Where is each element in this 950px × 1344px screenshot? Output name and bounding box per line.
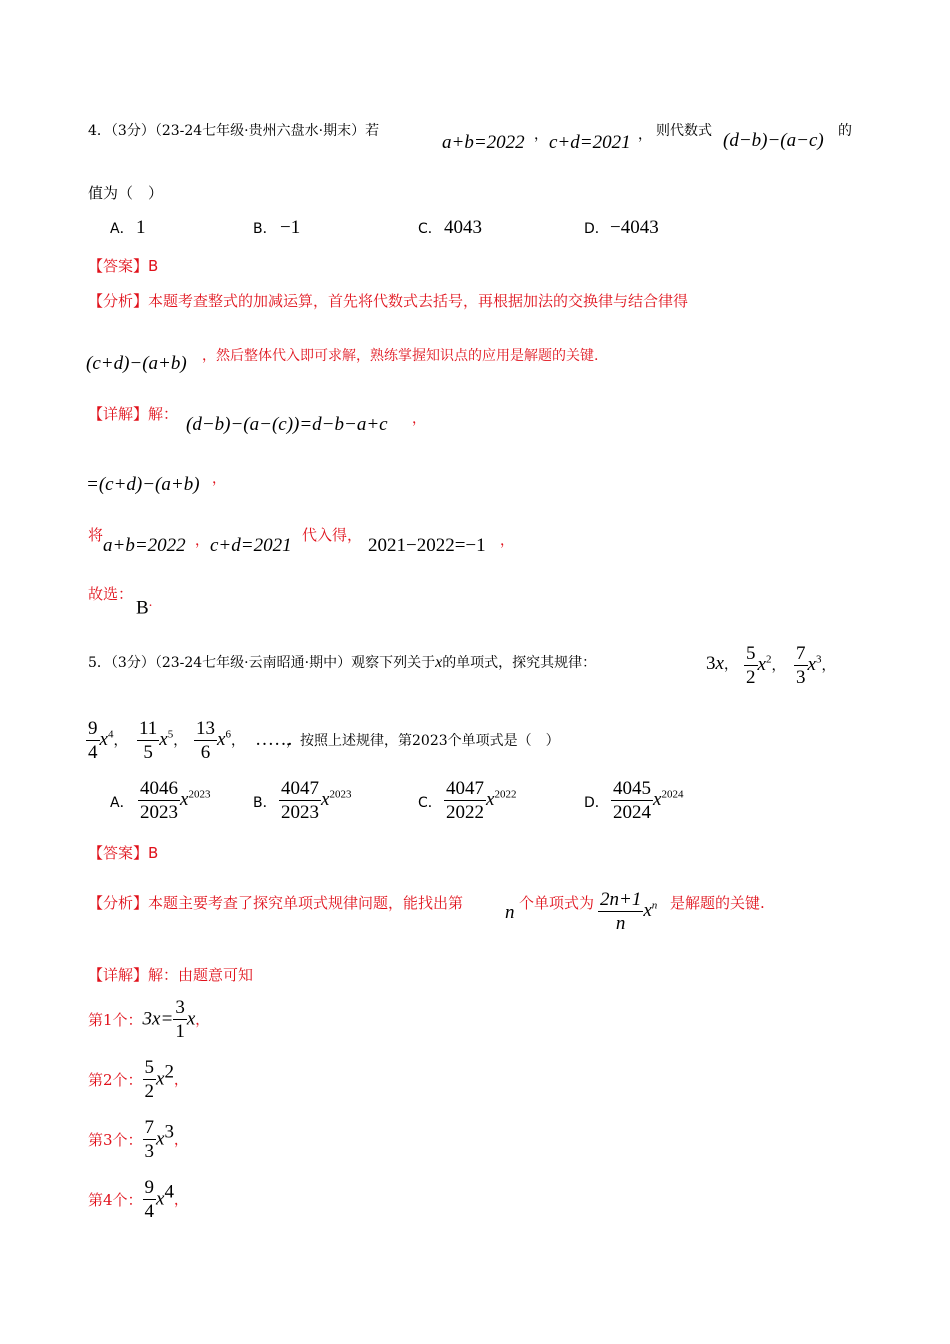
answer-letter: B (148, 257, 159, 275)
q5-option-b-letter: B． (253, 795, 277, 811)
row-end: ， (173, 1192, 188, 1209)
term-den: 4 (88, 742, 98, 763)
q5-term-5: $\frac{11}{5}$ $x^5$， (139, 718, 188, 763)
q5-row-2: 第2个： $\frac{5}{2}$ $x^2$， (88, 1057, 188, 1102)
option-den: 2023 (281, 802, 319, 823)
row-label: 第3个： (88, 1131, 143, 1149)
analysis-tag: 【分析】 (88, 894, 149, 912)
row-lhs: 3x= (142, 1008, 174, 1030)
q4-detail (88, 403, 178, 424)
detail-tag: 【详解】 (88, 405, 149, 423)
option-den: 2024 (613, 802, 651, 823)
q4-expression: (d−b)−(a−c) (723, 130, 824, 151)
q4-question-end: 值为（ ） (88, 184, 164, 202)
term-num: 11 (139, 718, 158, 739)
q4-analysis-expression: (c+d)−(a+b) (86, 353, 187, 374)
q5-option-d-letter: D． (584, 795, 609, 811)
q4-option-c-value: 4043 (444, 217, 482, 238)
q4-condition-1: a+b=2022 (442, 132, 525, 153)
row-end: ， (195, 1012, 210, 1029)
term-den: 6 (200, 742, 211, 763)
q5-ask: ，按照上述规律，第2023个单项式是（ ） (286, 733, 560, 749)
q5-term-4: $\frac{9}{4}$ $x^4$， (88, 718, 128, 763)
q5-row-4: 第4个： $\frac{9}{4}$ $x^4$， (88, 1177, 188, 1222)
q4-analysis (88, 290, 688, 311)
q4-comma-1: ， (534, 127, 548, 143)
q4-sub-end: ， (500, 533, 514, 549)
q4-sub-result: 2021−2022=−1 (368, 535, 486, 556)
row-num: 7 (144, 1117, 155, 1138)
q5-term-3: $\frac{7}{3}$ $x^3$， (796, 643, 836, 688)
analysis-tag: 【分析】 (88, 292, 149, 310)
term-exp: 2 (765, 653, 772, 666)
term-exp: 6 (225, 728, 231, 741)
q5-option-b-value: $\frac{4047}{2023}$ $x^{2023}$ (281, 778, 352, 823)
term-den: 2 (746, 667, 756, 688)
q4-sub-prefix: 将 (88, 526, 104, 544)
option-exp: 2023 (329, 788, 352, 801)
option-num: 4045 (613, 778, 651, 799)
answer-tag: 【答案】 (88, 257, 149, 275)
term-den: 3 (796, 667, 806, 688)
row-exp: 2 (164, 1061, 174, 1083)
pick-letter: B (136, 597, 149, 619)
q5-stem-text-2: 的单项式，探究其规律： (442, 655, 597, 671)
detail-text: 解：由题意可知 (148, 966, 254, 984)
term-num: 9 (88, 718, 98, 739)
q5-analysis-mid: 个单项式为 (519, 894, 595, 912)
row-den: 3 (144, 1141, 155, 1162)
row-exp: 3 (164, 1121, 174, 1143)
term-num: 7 (796, 643, 806, 664)
q4-pick (136, 595, 152, 619)
option-exp: 2024 (661, 788, 684, 801)
row-end: ， (173, 1132, 188, 1149)
q5-option-c-letter: C． (418, 795, 442, 811)
q4-condition-2: c+d=2021 (549, 132, 631, 153)
option-den: 2022 (446, 802, 484, 823)
formula-den: n (615, 913, 626, 934)
q5-stem (88, 652, 596, 672)
q4-option-d-letter: D． (584, 221, 609, 237)
q4-stem: 4．（3分）（23-24七年级·贵州六盘水·期末）若 (88, 123, 380, 139)
q4-sub-middle: 代入得， (302, 526, 363, 544)
answer-letter: B (148, 844, 159, 862)
pick-end: . (148, 595, 153, 610)
term-coef: 3 (706, 653, 716, 674)
row-num: 5 (144, 1057, 155, 1078)
q5-row-3: 第3个： $\frac{7}{3}$ $x^3$， (88, 1117, 188, 1162)
term-exp: 3 (815, 653, 822, 666)
q5-option-d-value: $\frac{4045}{2024}$ $x^{2024}$ (613, 778, 684, 823)
q5-option-a-letter: A． (110, 795, 134, 811)
q4-option-a-letter: A． (110, 221, 134, 237)
detail-tag: 【详解】 (88, 966, 149, 984)
row-den: 4 (144, 1201, 155, 1222)
q5-analysis-n: n (505, 902, 515, 923)
q4-comma-2: ， (638, 127, 652, 143)
q4-ask-prefix: 则代数式 (656, 123, 712, 139)
q4-option-d-value: −4043 (610, 217, 659, 238)
q5-analysis-formula: $\frac{2n+1}{n}$ $x^n$ (600, 889, 658, 934)
option-exp: 2023 (188, 788, 211, 801)
row-den: 1 (175, 1021, 185, 1042)
analysis-text: 本题考查整式的加减运算，首先将代数式去括号，再根据加法的交换律与结合律得 (148, 292, 689, 310)
detail-label: 解： (148, 405, 179, 423)
q5-option-a-value: $\frac{4046}{2023}$ $x^{2023}$ (140, 778, 211, 823)
q5-term-6: $\frac{13}{6}$ $x^6$， (196, 718, 245, 763)
q4-ask-suffix: 的 (838, 123, 852, 139)
q4-step-1-comma: ， (412, 411, 426, 427)
term-num: 5 (746, 643, 756, 664)
row-end: ， (173, 1072, 188, 1089)
q4-option-b-letter: B． (253, 221, 277, 237)
option-num: 4047 (281, 778, 319, 799)
row-exp: 4 (164, 1181, 174, 1203)
q5-ellipsis: …… (255, 729, 293, 750)
q5-answer (88, 842, 158, 863)
q5-row-1: 第1个：3x= $\frac{3}{1}$ x， (88, 997, 210, 1042)
q4-option-b-value: −1 (280, 217, 301, 238)
option-exp: 2022 (494, 788, 517, 801)
q4-option-a-value: 1 (136, 217, 146, 238)
q4-pick-label: 故选： (88, 585, 134, 603)
row-label: 第1个： (88, 1011, 143, 1029)
q4-step-2-comma: ， (212, 471, 226, 487)
q5-option-c-value: $\frac{4047}{2022}$ $x^{2022}$ (446, 778, 517, 823)
formula-exp: n (651, 899, 658, 912)
row-num: 9 (144, 1177, 155, 1198)
q4-answer (88, 255, 158, 276)
formula-num: 2n+1 (600, 889, 642, 910)
q4-sub-condition-2: c+d=2021 (210, 535, 292, 556)
term-exp: 5 (167, 728, 174, 741)
term-num: 13 (196, 718, 215, 739)
row-num: 3 (175, 997, 185, 1018)
q5-analysis-end: 是解题的关键. (670, 894, 765, 912)
term-exp: 4 (107, 728, 114, 741)
q4-step-2: =(c+d)−(a+b) (86, 474, 200, 495)
q4-step-1: (d−b)−(a−(c))=d−b−a+c (186, 414, 388, 435)
option-num: 4046 (140, 778, 178, 799)
option-den: 2023 (140, 802, 178, 823)
option-num: 4047 (446, 778, 484, 799)
row-label: 第4个： (88, 1191, 143, 1209)
q4-sub-comma: ， (195, 533, 209, 549)
q4-sub-condition-1: a+b=2022 (103, 535, 186, 556)
answer-tag: 【答案】 (88, 844, 149, 862)
q5-stem-text: 5．（3分）（23-24七年级·云南昭通·期中）观察下列关于 (88, 655, 436, 671)
q5-term-2: $\frac{5}{2}$ $x^2$， (746, 643, 786, 688)
q5-var: x (435, 654, 443, 671)
row-den: 2 (144, 1081, 155, 1102)
term-den: 5 (143, 742, 153, 763)
q5-term-1: 3x， (706, 653, 738, 674)
q5-analysis (88, 892, 463, 913)
analysis-text: 本题主要考查了探究单项式规律问题，能找出第 (148, 894, 464, 912)
q4-option-c-letter: C． (418, 221, 442, 237)
row-label: 第2个： (88, 1071, 143, 1089)
q5-detail (88, 964, 253, 985)
q4-analysis-text-2: ，然后整体代入即可求解，熟练掌握知识点的应用是解题的关键. (202, 348, 599, 364)
